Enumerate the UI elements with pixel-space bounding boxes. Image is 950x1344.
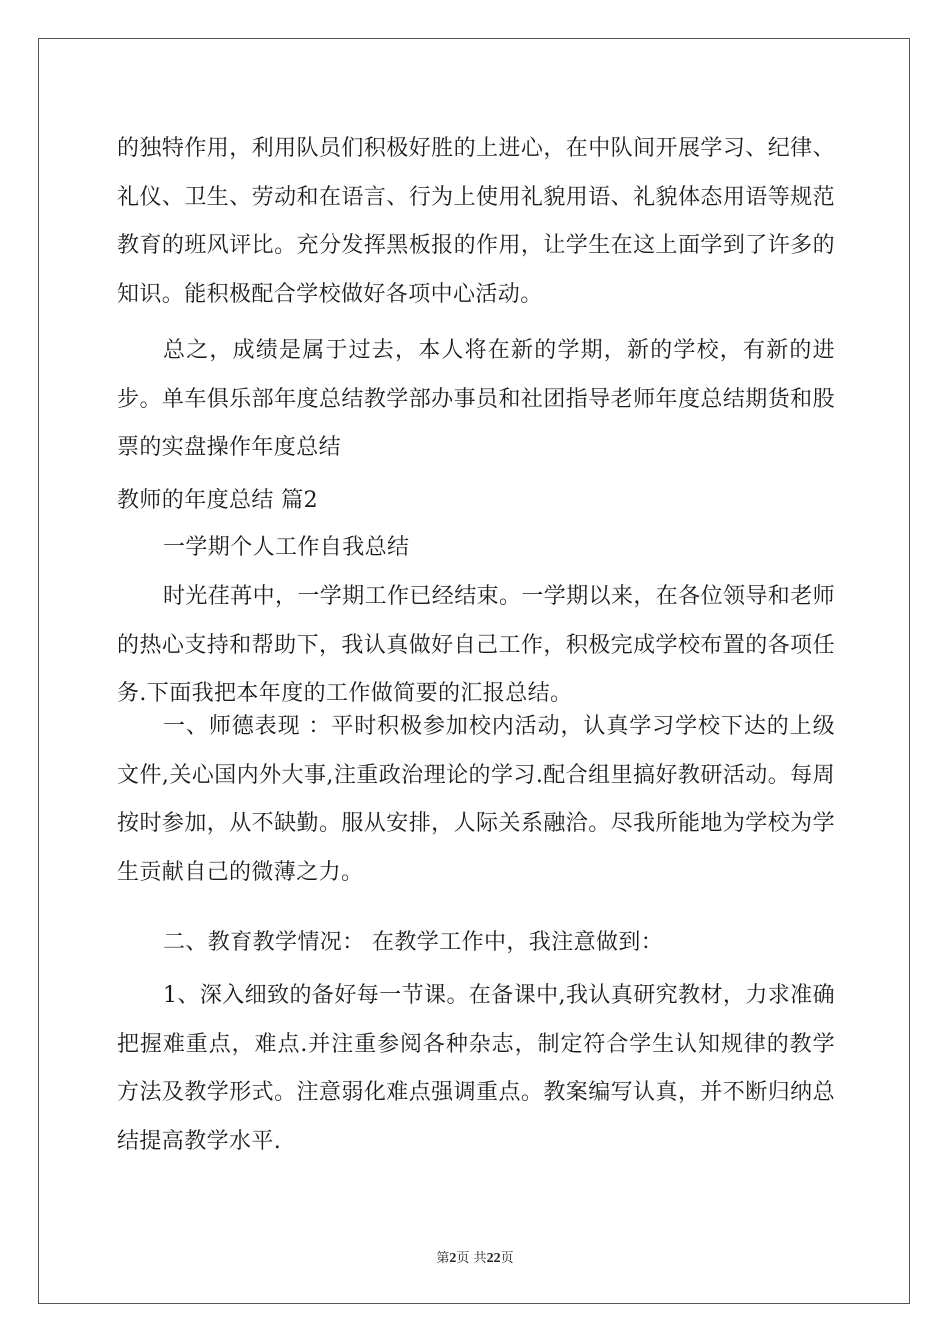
paragraph-intro: 时光荏苒中，一学期工作已经结束。一学期以来，在各位领导和老师的热心支持和帮助下，我认真做好自己工作，积极完成学校布置的各项任务.下面我把本年度的工作做简要的汇报总结。 bbox=[117, 584, 836, 706]
paragraph-ethics: 一、师德表现 ：平时积极参加校内活动，认真学习学校下达的上级文件,关心国内外大事,注重政治理论的学习.配合组里搞好教研活动。每周按时参加，从不缺勤。服从安排，人际关系融洽。尽我所能地为学校为学生贡献自己的微薄之力。 bbox=[117, 714, 835, 885]
footer-suffix: 页 bbox=[500, 1251, 514, 1266]
paragraph-teaching-heading: 二、教育教学情况： 在教学工作中，我注意做到： bbox=[163, 930, 664, 955]
footer-prefix: 第 bbox=[436, 1251, 450, 1266]
paragraph-subtitle: 一学期个人工作自我总结 bbox=[163, 535, 410, 560]
footer-middle: 页 共 bbox=[456, 1251, 487, 1266]
paragraph-lesson-prep: 1、深入细致的备好每一节课。在备课中,我认真研究教材，力求准确把握难重点，难点.并注重参阅各种杂志，制定符合学生认知规律的教学方法及教学形式。注意弱化难点强调重点。教案编写认真，并不断归纳总结提高教学水平. bbox=[117, 983, 835, 1154]
total-page-count: 22 bbox=[486, 1251, 501, 1266]
page-number-footer bbox=[0, 1247, 950, 1267]
paragraph-conclusion: 总之，成绩是属于过去，本人将在新的学期，新的学校，有新的进步。单车俱乐部年度总结教学部办事员和社团指导老师年度总结期货和股票的实盘操作年度总结 bbox=[117, 338, 835, 460]
paragraph-continuation: 的独特作用，利用队员们积极好胜的上进心，在中队间开展学习、纪律、礼仪、卫生、劳动和在语言、行为上使用礼貌用语、礼貌体态用语等规范教育的班风评比。充分发挥黑板报的作用，让学生在这上面学到了许多的知识。能积极配合学校做好各项中心活动。 bbox=[117, 136, 835, 307]
section-heading: 教师的年度总结 篇2 bbox=[117, 488, 318, 513]
current-page-number: 2 bbox=[449, 1251, 457, 1266]
